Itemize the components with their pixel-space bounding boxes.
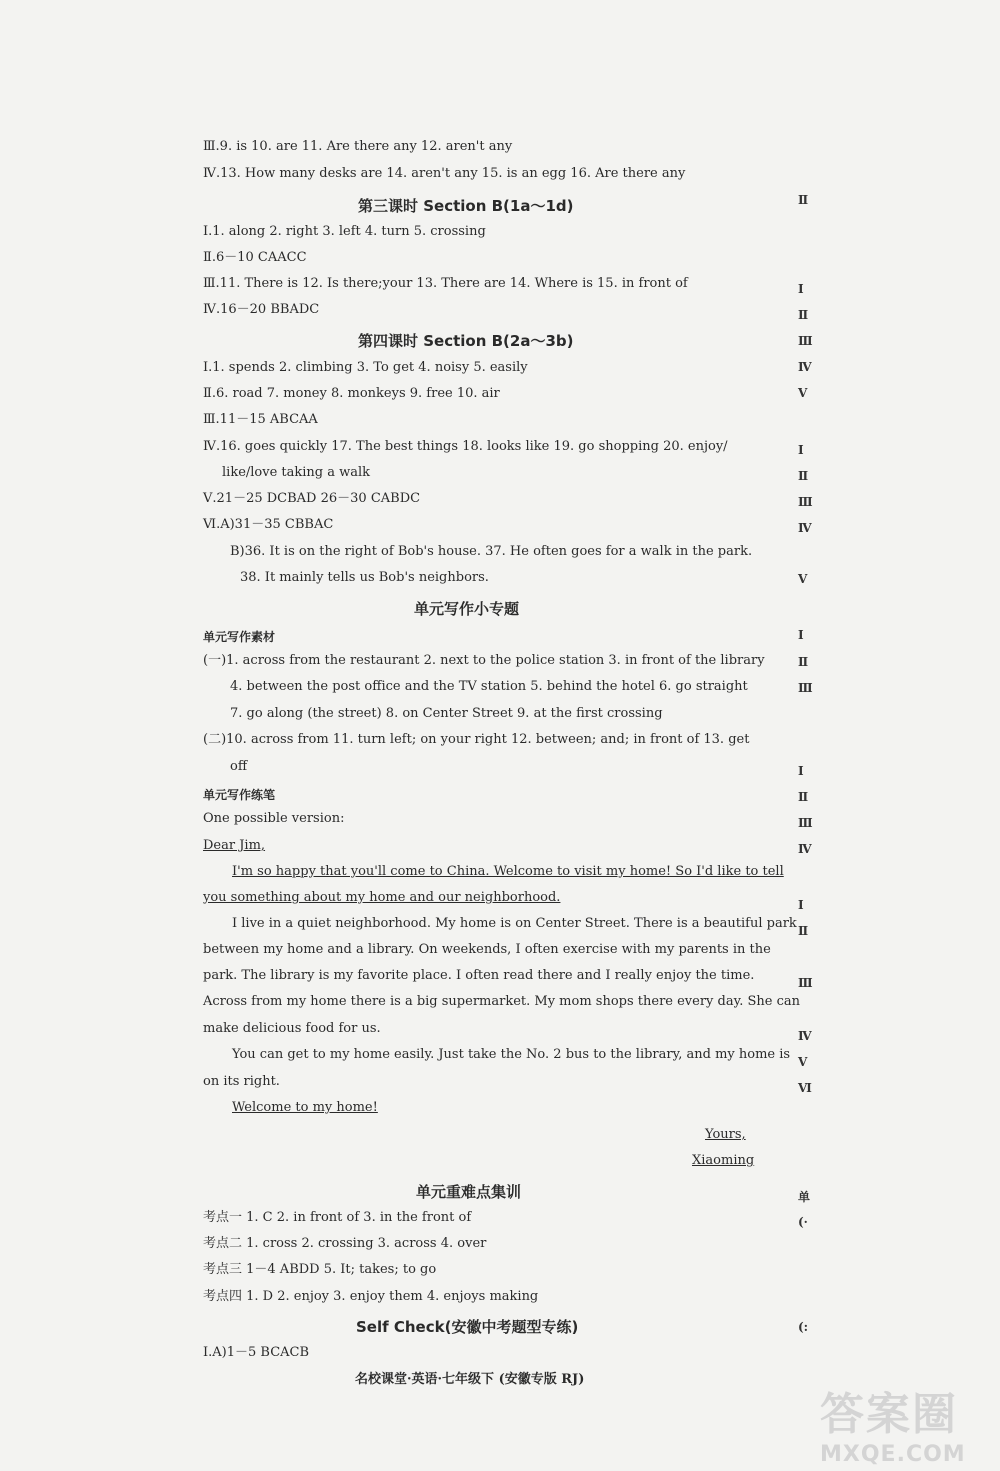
margin-mark: Ⅲ [798, 495, 813, 509]
margin-mark: Ⅴ [798, 386, 808, 400]
margin-mark: Ⅴ [798, 1055, 808, 1069]
margin-mark: Ⅳ [798, 842, 812, 856]
answer-line: Ⅲ.11. There is 12. Is there;your 13. There are 14. Where is 15. in front of [203, 276, 688, 291]
essay-line: I live in a quiet neighborhood. My home is on Center Street. There is a beautiful park [232, 916, 797, 931]
margin-mark: Ⅳ [798, 521, 812, 535]
essay-line: Welcome to my home! [232, 1100, 378, 1115]
answer-line: (二)10. across from 11. turn left; on your right 12. between; and; in front of 13. get [203, 732, 750, 747]
margin-mark: Ⅲ [798, 816, 813, 830]
section-heading: 单元重难点集训 [416, 1183, 522, 1201]
answer-line: 考点一 1. C 2. in front of 3. in the front of [203, 1210, 472, 1225]
answer-line: Ⅲ.9. is 10. are 11. Are there any 12. aren't any [203, 139, 513, 154]
margin-mark: Ⅰ [798, 628, 804, 642]
essay-closing: Yours, [705, 1127, 746, 1142]
margin-mark: (· [798, 1215, 808, 1229]
margin-mark: Ⅱ [798, 469, 809, 483]
section-heading: Self Check(安徽中考题型专练) [356, 1318, 579, 1336]
section-heading: 单元写作小专题 [414, 600, 520, 618]
essay-line: between my home and a library. On weekends, I often exercise with my parents in the [203, 942, 771, 957]
margin-mark: Ⅰ [798, 282, 804, 296]
essay-line: I'm so happy that you'll come to China. Welcome to visit my home! So I'd like to tell [232, 864, 784, 879]
margin-mark: Ⅱ [798, 308, 809, 322]
answer-line: off [230, 759, 248, 774]
section-heading: 第三课时 Section B(1a～1d) [358, 197, 574, 215]
answer-line: Ⅳ.16－20 BBADC [203, 302, 320, 317]
essay-line: One possible version: [203, 811, 345, 826]
answer-line: Ⅰ.1. spends 2. climbing 3. To get 4. noisy 5. easily [203, 360, 528, 375]
answer-line: like/love taking a walk [222, 465, 371, 480]
answer-line: Ⅳ.13. How many desks are 14. aren't any 15. is an egg 16. Are there any [203, 166, 686, 181]
answer-line: 考点二 1. cross 2. crossing 3. across 4. over [203, 1236, 487, 1251]
margin-mark: Ⅰ [798, 764, 804, 778]
margin-mark: Ⅲ [798, 681, 813, 695]
margin-mark: (: [798, 1320, 809, 1334]
margin-mark: Ⅰ [798, 898, 804, 912]
answer-line: 4. between the post office and the TV station 5. behind the hotel 6. go straight [230, 679, 748, 694]
answer-line: Ⅱ.6. road 7. money 8. monkeys 9. free 10. air [203, 386, 500, 401]
margin-mark: Ⅲ [798, 976, 813, 990]
answer-line: Ⅲ.11－15 ABCAA [203, 412, 318, 427]
answer-line: B)36. It is on the right of Bob's house. 37. He often goes for a walk in the park. [230, 544, 753, 559]
margin-mark: Ⅱ [798, 655, 809, 669]
margin-mark: Ⅵ [798, 1081, 812, 1095]
essay-line: park. The library is my favorite place. I often read there and I really enjoy the time. [203, 968, 755, 983]
answer-line: Ⅴ.21－25 DCBAD 26－30 CABDC [203, 491, 421, 506]
page-footer: 名校课堂·英语·七年级下 (安徽专版 RJ) [355, 1372, 585, 1387]
watermark-url: MXQE.COM [820, 1442, 966, 1467]
answer-line: Ⅰ.A)1－5 BCACB [203, 1345, 310, 1360]
answer-line: 考点四 1. D 2. enjoy 3. enjoy them 4. enjoys making [203, 1289, 539, 1304]
answer-line: Ⅱ.6－10 CAACC [203, 250, 307, 265]
margin-mark: Ⅴ [798, 572, 808, 586]
answer-line: 考点三 1－4 ABDD 5. It; takes; to go [203, 1262, 437, 1277]
margin-mark: Ⅱ [798, 790, 809, 804]
subheading: 单元写作素材 [203, 630, 276, 644]
margin-mark: Ⅰ [798, 443, 804, 457]
essay-signature: Xiaoming [692, 1153, 755, 1168]
essay-line: Dear Jim, [203, 838, 266, 853]
margin-mark: Ⅲ [798, 334, 813, 348]
margin-mark: Ⅱ [798, 193, 809, 207]
answer-line: Ⅳ.16. goes quickly 17. The best things 18. looks like 19. go shopping 20. enjoy/ [203, 439, 728, 454]
margin-mark: Ⅳ [798, 1029, 812, 1043]
answer-line: (一)1. across from the restaurant 2. next to the police station 3. in front of the library [203, 653, 765, 668]
answer-line: Ⅰ.1. along 2. right 3. left 4. turn 5. crossing [203, 224, 486, 239]
watermark-logo [820, 1378, 980, 1468]
watermark-text: 答案圈 [820, 1389, 958, 1440]
essay-line: on its right. [203, 1074, 280, 1089]
subheading: 单元写作练笔 [203, 788, 276, 802]
essay-line: you something about my home and our neighborhood. [203, 890, 561, 905]
essay-line: Across from my home there is a big supermarket. My mom shops there every day. She can [203, 994, 800, 1009]
answer-line: Ⅵ.A)31－35 CBBAC [203, 517, 334, 532]
essay-line: You can get to my home easily. Just take the No. 2 bus to the library, and my home is [232, 1047, 791, 1062]
margin-mark: 单 [798, 1190, 811, 1204]
margin-mark: Ⅳ [798, 360, 812, 374]
essay-line: make delicious food for us. [203, 1021, 381, 1036]
section-heading: 第四课时 Section B(2a～3b) [358, 332, 574, 350]
margin-mark: Ⅱ [798, 924, 809, 938]
answer-line: 38. It mainly tells us Bob's neighbors. [240, 570, 489, 585]
answer-line: 7. go along (the street) 8. on Center Street 9. at the first crossing [230, 706, 663, 721]
